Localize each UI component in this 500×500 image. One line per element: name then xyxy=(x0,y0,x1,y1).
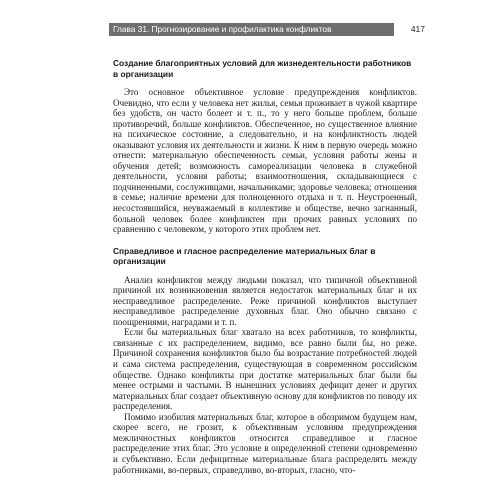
paragraph: Это основное объективное условие предупреждения конфликтов. Очевидно, что если у человека нет жилья, семья проживает в чужой квартире без удобств, он часто болеет и т. п., то у него больше проблем, больше противоречий, больше конфликтов. Обеспеченное, но существенное влияние на психическое состояние, а следовательно, и на конфликтность людей оказывают условия их деятельности и жизни. К ним в первую очередь можно отнести: материальную обеспеченность семьи, условия работы жены и обучения детей; возможность самореализации человека в служебной деятельности, условия работы; взаимоотношения, складывающиеся с подчиненными, сослуживцами, начальниками; здоровье человека; отношения в семье; наличие времени для полноценного отдыха и т. п. Неустроенный, несостоявшийся, неуважаемый в коллективе и обществе, вечно загнанный, больной человек более конфликтен при прочих равных условиях по сравнению с человеком, у которого этих проблем нет. xyxy=(113,87,417,235)
paragraph: Анализ конфликтов между людьми показал, что типичной объективной причиной их возникновения является недостаток материальных благ и их несправедливое распределение. Реже причиной конфликтов выступает несправедливое распределение духовных благ. Оно обычно связано с поощрениями, наградами и т. п. xyxy=(113,274,417,327)
section-favorable-conditions xyxy=(113,58,417,235)
section-heading: Справедливое и гласное распределение материальных благ в организации xyxy=(113,245,376,267)
page-number: 417 xyxy=(410,24,425,34)
paragraph: Помимо изобилия материальных благ, которое в обозримом будущем нам, скорее всего, не грозит, к объективным условиям предупреждения межличностных конфликтов относится справедливое и гласное распределение этих благ. Это условие в определенной степени одновременно и субъективно. Если дефицитные материальные блага распределять между работниками, во-первых, справедливо, во-вторых, гласно, что- xyxy=(113,411,417,475)
section-fair-distribution xyxy=(113,246,417,475)
section-heading: Создание благоприятных условий для жизнедеятельности работников в организации xyxy=(113,58,412,79)
page-body xyxy=(113,58,417,475)
paragraph: Если бы материальных благ хватало на всех работников, то конфликты, связанные с их распределением, видимо, все равно были бы, но реже. Причиной сохранения конфликтов было бы возрастание потребностей людей и сама система распределения, существующая в современном российском обществе. Однако конфликты при достатке материальных благ были бы менее острыми и частыми. В нынешних условиях дефицит денег и других материальных благ создает объективную основу для конфликтов по поводу их распределения. xyxy=(113,327,417,412)
running-header: Глава 31. Прогнозирование и профилактика конфликтов xyxy=(109,23,394,36)
